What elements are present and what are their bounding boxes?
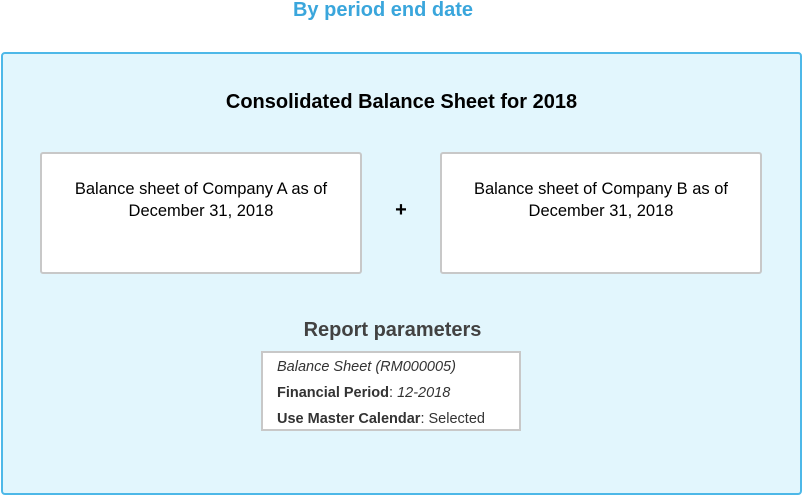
- consolidation-container: [1, 52, 802, 495]
- company-a-line1: Balance sheet of Company A as of: [74, 180, 328, 198]
- master-calendar-param: [277, 410, 485, 428]
- financial-period-value: 12-2018: [397, 385, 451, 401]
- master-calendar-label: Use Master Calendar: [277, 411, 421, 427]
- report-name: Balance Sheet (RM000005): [277, 359, 456, 375]
- company-b-line2: December 31, 2018: [528, 202, 674, 220]
- diagram-heading: By period end date: [292, 0, 474, 21]
- company-b-box: [440, 152, 762, 274]
- company-b-line1: Balance sheet of Company B as of: [473, 180, 729, 198]
- master-calendar-value: Selected: [428, 411, 485, 427]
- company-a-line2: December 31, 2018: [128, 202, 274, 220]
- report-parameters-title: Report parameters: [303, 319, 482, 341]
- company-a-box: [40, 152, 362, 274]
- financial-period-separator: :: [389, 385, 398, 401]
- report-parameters-box: [261, 351, 521, 431]
- company-b-text: [442, 178, 760, 222]
- company-a-text: [42, 178, 360, 222]
- financial-period-label: Financial Period: [277, 385, 389, 401]
- master-calendar-separator: :: [420, 411, 429, 427]
- financial-period-param: [277, 384, 450, 402]
- plus-operator: +: [395, 199, 407, 221]
- consolidated-sheet-title: Consolidated Balance Sheet for 2018: [225, 91, 578, 113]
